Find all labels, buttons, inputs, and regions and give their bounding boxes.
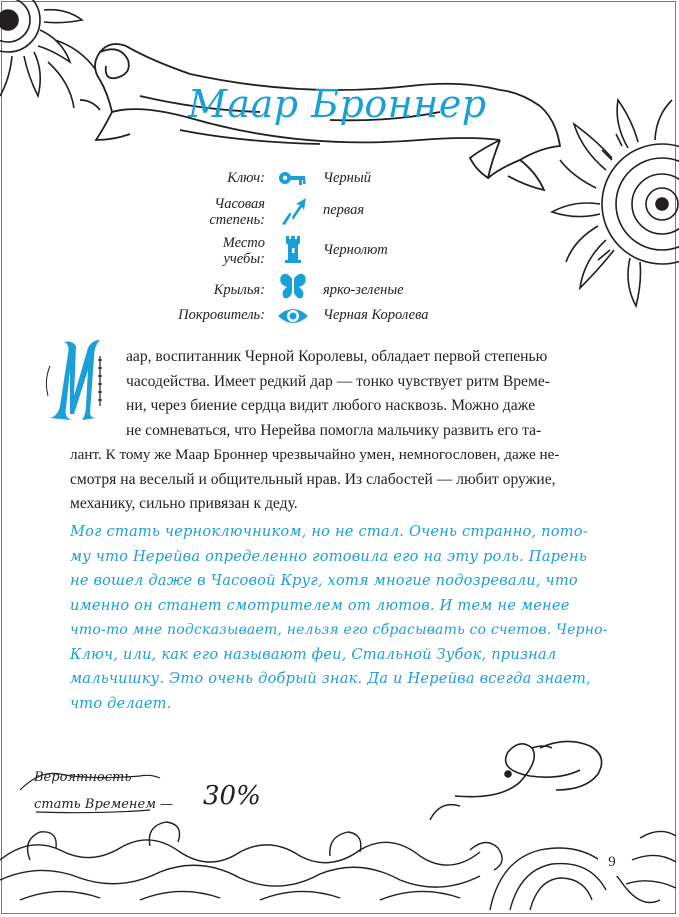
body-line: лант. К тому же Маар Броннер чрезвычайно умен, немногословен, даже не- [70,446,560,463]
note-line: не вошел даже в Часовой Круг, хотя многие подозревали, что [70,572,578,589]
body-line: часодейства. Имеет редкий дар — тонко чувствует ритм Време- [126,373,550,390]
attr-value-degree: первая [323,202,365,218]
attr-label-patron: Покровитель: [178,307,265,323]
note-line: что-то мне подсказывает, нельзя его сбрасывать со счетов. Черно- [70,622,608,638]
body-line: не сомневаться, что Нерейва помогла мальчику развить его та- [126,422,542,439]
attr-label-school: Место учебы: [222,235,265,267]
butterfly-icon [278,272,308,300]
sun-ornament-right [552,100,679,306]
probability-label-line2: стать Временем — [34,797,174,812]
note-line: мальчишку. Это очень добрый знак. Да и Нерейва всегда знает, [70,670,591,687]
key-icon [278,166,308,190]
page-title: Маар Броннер [188,82,487,126]
note-line: Ключ, или, как его называют феи, Стальной Зубок, признал [70,646,557,663]
note-line: Мог стать черноключником, но не стал. Очень странно, пото- [70,523,588,540]
attr-label-wings: Крылья: [213,282,265,298]
attr-value-wings: ярко-зеленые [323,282,404,298]
attr-value-school: Чернолют [323,242,388,258]
page-number: 9 [598,848,626,876]
tower-icon [278,234,308,264]
attr-label-key: Ключ: [227,170,265,186]
dropcap-letter [44,336,106,422]
arrow-icon [278,198,308,226]
flourish-ornament [455,741,602,796]
body-line: механику, сильно привязан к деду. [70,495,298,512]
body-line: ни, через биение сердца видит любого насквозь. Можно даже [126,397,536,414]
bottom-border-ornament [0,805,676,910]
body-line: смотря на веселый и общительный нрав. Из слабостей — любит оружие, [70,471,556,488]
attr-value-key: Черный [323,170,371,186]
body-line: аар, воспитанник Черной Королевы, обладает первой степенью [126,348,548,365]
note-line: именно он станет смотрителем от лютов. И тем не менее [70,597,570,614]
attr-value-patron: Черная Королева [323,307,429,323]
sun-ornament-top-left [0,0,96,108]
note-line: му что Нерейва определенно готовила его на эту роль. Парень [70,548,587,565]
eye-icon [276,304,310,328]
probability-label-line1: Вероятность [34,770,132,785]
attr-label-degree: Часовая степень: [209,196,265,228]
probability-value: 30% [203,781,261,811]
note-line: что делает. [70,695,172,712]
